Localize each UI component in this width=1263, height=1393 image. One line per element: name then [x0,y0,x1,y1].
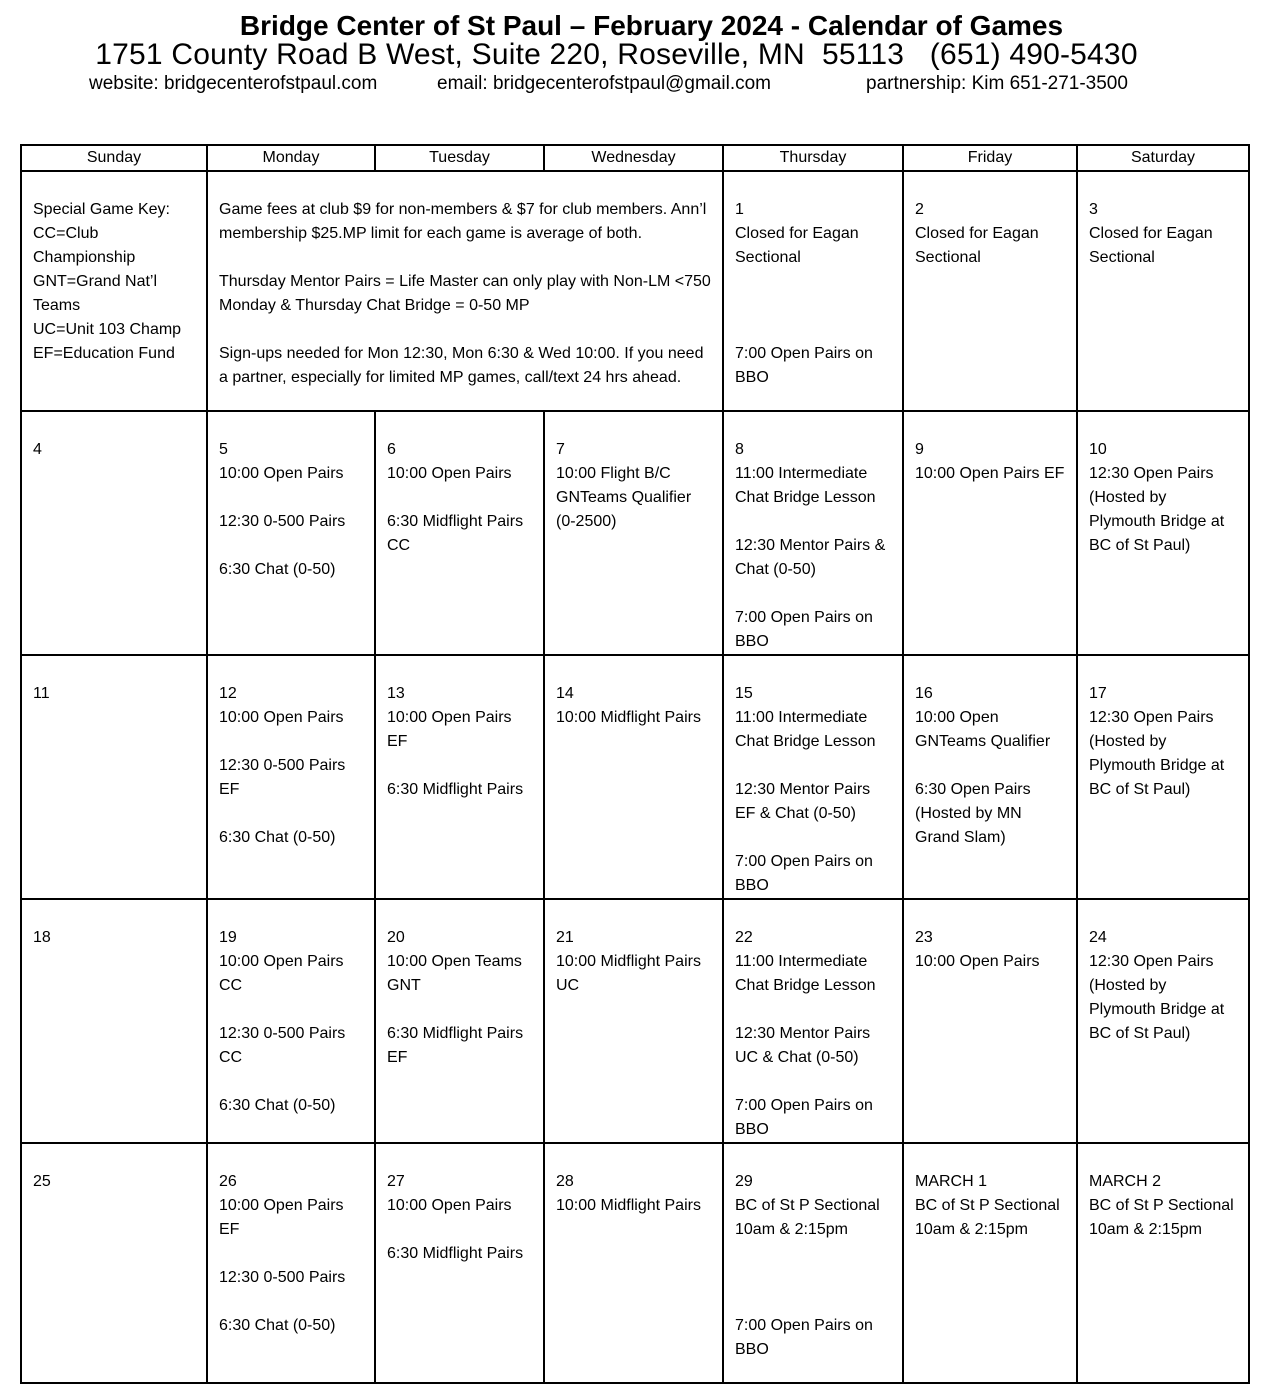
partnership-text: partnership: Kim 651-271-3500 [866,73,1128,94]
day-cell-text: 11 [33,685,50,702]
day-cell-text: 25 [33,1173,51,1190]
day-cell [1077,1143,1249,1383]
weekday-header-row [21,145,1249,171]
day-cell-text: 16 10:00 Open GNTeams Qualifier 6:30 Open Pairs (Hosted by MN Grand Slam) [915,685,1051,846]
day-cell [1077,171,1249,411]
day-cell-text: 20 10:00 Open Teams GNT 6:30 Midflight Pairs EF [387,929,524,1066]
day-cell-text: 10 12:30 Open Pairs (Hosted by Plymouth Bridge at BC of St Paul) [1089,441,1225,554]
day-cell [375,655,544,899]
day-cell-text: 1 Closed for Eagan Sectional 7:00 Open Pairs on BBO [735,201,873,386]
day-cell-text: 14 10:00 Midflight Pairs [556,685,701,726]
day-cell-text: 2 Closed for Eagan Sectional [915,201,1039,266]
page-title: Bridge Center of St Paul – February 2024 - Calendar of Games [239,10,1064,41]
day-cell [21,655,207,899]
address-line: 1751 County Road B West, Suite 220, Roseville, MN 55113 (651) 490-5430 [95,38,1138,71]
day-cell-text: 8 11:00 Intermediate Chat Bridge Lesson 12:30 Mentor Pairs & Chat (0-50) 7:00 Open Pairs on BBO [735,441,886,650]
day-cell-text: 17 12:30 Open Pairs (Hosted by Plymouth Bridge at BC of St Paul) [1089,685,1225,798]
day-cell [723,1143,903,1383]
day-cell-text: 27 10:00 Open Pairs 6:30 Midflight Pairs [387,1173,524,1262]
day-cell [207,411,375,655]
day-cell-text: 15 11:00 Intermediate Chat Bridge Lesson 12:30 Mentor Pairs EF & Chat (0-50) 7:00 Open Pairs on BBO [735,685,876,894]
day-cell [544,899,723,1143]
email-text: email: bridgecenterofstpaul@gmail.com [437,73,771,94]
day-cell-text: 19 10:00 Open Pairs CC 12:30 0-500 Pairs CC 6:30 Chat (0-50) [219,929,346,1114]
calendar-table [20,144,1250,1384]
week-row [21,899,1249,1143]
day-cell [903,899,1077,1143]
week-row [21,655,1249,899]
day-cell [723,411,903,655]
day-cell-text: 3 Closed for Eagan Sectional [1089,201,1213,266]
day-cell-text: 26 10:00 Open Pairs EF 12:30 0-500 Pairs 6:30 Chat (0-50) [219,1173,346,1334]
week-row [21,1143,1249,1383]
day-cell [723,899,903,1143]
day-header-wednesday: Wednesday [544,145,723,171]
day-cell [723,171,903,411]
day-cell [544,411,723,655]
day-header-tuesday: Tuesday [375,145,544,171]
day-cell-text: 28 10:00 Midflight Pairs [556,1173,701,1214]
day-cell-text: MARCH 1 BC of St P Sectional 10am & 2:15pm [915,1173,1060,1238]
day-cell [1077,655,1249,899]
day-cell [903,171,1077,411]
day-cell-text: 22 11:00 Intermediate Chat Bridge Lesson 12:30 Mentor Pairs UC & Chat (0-50) 7:00 Open Pairs on BBO [735,929,876,1138]
day-cell-text: 5 10:00 Open Pairs 12:30 0-500 Pairs 6:30 Chat (0-50) [219,441,346,578]
day-cell [21,1143,207,1383]
day-cell-text: 18 [33,929,51,946]
day-cell [375,899,544,1143]
day-cell-text: 4 [33,441,42,458]
day-cell [544,655,723,899]
day-cell [903,1143,1077,1383]
day-cell-text: 13 10:00 Open Pairs EF 6:30 Midflight Pairs [387,685,524,798]
day-cell [207,899,375,1143]
day-cell [207,1143,375,1383]
notes-cell [207,171,723,411]
day-cell [1077,899,1249,1143]
day-cell-text: 24 12:30 Open Pairs (Hosted by Plymouth Bridge at BC of St Paul) [1089,929,1225,1042]
day-cell [375,411,544,655]
day-cell [903,411,1077,655]
day-cell-text: 29 BC of St P Sectional 10am & 2:15pm 7:00 Open Pairs on BBO [735,1173,880,1358]
day-header-sunday: Sunday [21,145,207,171]
week-row [21,411,1249,655]
week-row [21,171,1249,411]
website-text: website: bridgecenterofstpaul.com [89,73,378,94]
notes-text: Game fees at club $9 for non-members & $7 for club members. Ann’l membership $25.MP limit for each game is average of both. Thursday Mentor Pairs = Life Master can only play with Non-LM <750 Monday & Thursday Chat Bridge = 0-50 MP Sign-ups needed for Mon 12:30, Mon 6:30 & Wed 10:00. If you need a partner, especially for limited MP games, call/text 24 hrs ahead. [219,201,711,386]
day-cell-text: 21 10:00 Midflight Pairs UC [556,929,701,994]
day-cell [21,411,207,655]
day-header-saturday: Saturday [1077,145,1249,171]
day-cell [21,899,207,1143]
game-key-cell [21,171,207,411]
day-cell-text: 23 10:00 Open Pairs [915,929,1040,970]
day-header-monday: Monday [207,145,375,171]
day-cell-text: 12 10:00 Open Pairs 12:30 0-500 Pairs EF 6:30 Chat (0-50) [219,685,346,846]
day-cell [375,1143,544,1383]
game-key-text: Special Game Key: CC=Club Championship GNT=Grand Nat’l Teams UC=Unit 103 Champ EF=Education Fund [33,201,182,362]
day-cell-text: 6 10:00 Open Pairs 6:30 Midflight Pairs CC [387,441,524,554]
day-cell-text: 7 10:00 Flight B/C GNTeams Qualifier (0-2500) [556,441,692,530]
day-cell [544,1143,723,1383]
day-cell-text: 9 10:00 Open Pairs EF [915,441,1065,482]
day-cell-text: MARCH 2 BC of St P Sectional 10am & 2:15pm [1089,1173,1234,1238]
day-cell [723,655,903,899]
day-header-friday: Friday [903,145,1077,171]
day-header-thursday: Thursday [723,145,903,171]
day-cell [207,655,375,899]
day-cell [1077,411,1249,655]
day-cell [903,655,1077,899]
